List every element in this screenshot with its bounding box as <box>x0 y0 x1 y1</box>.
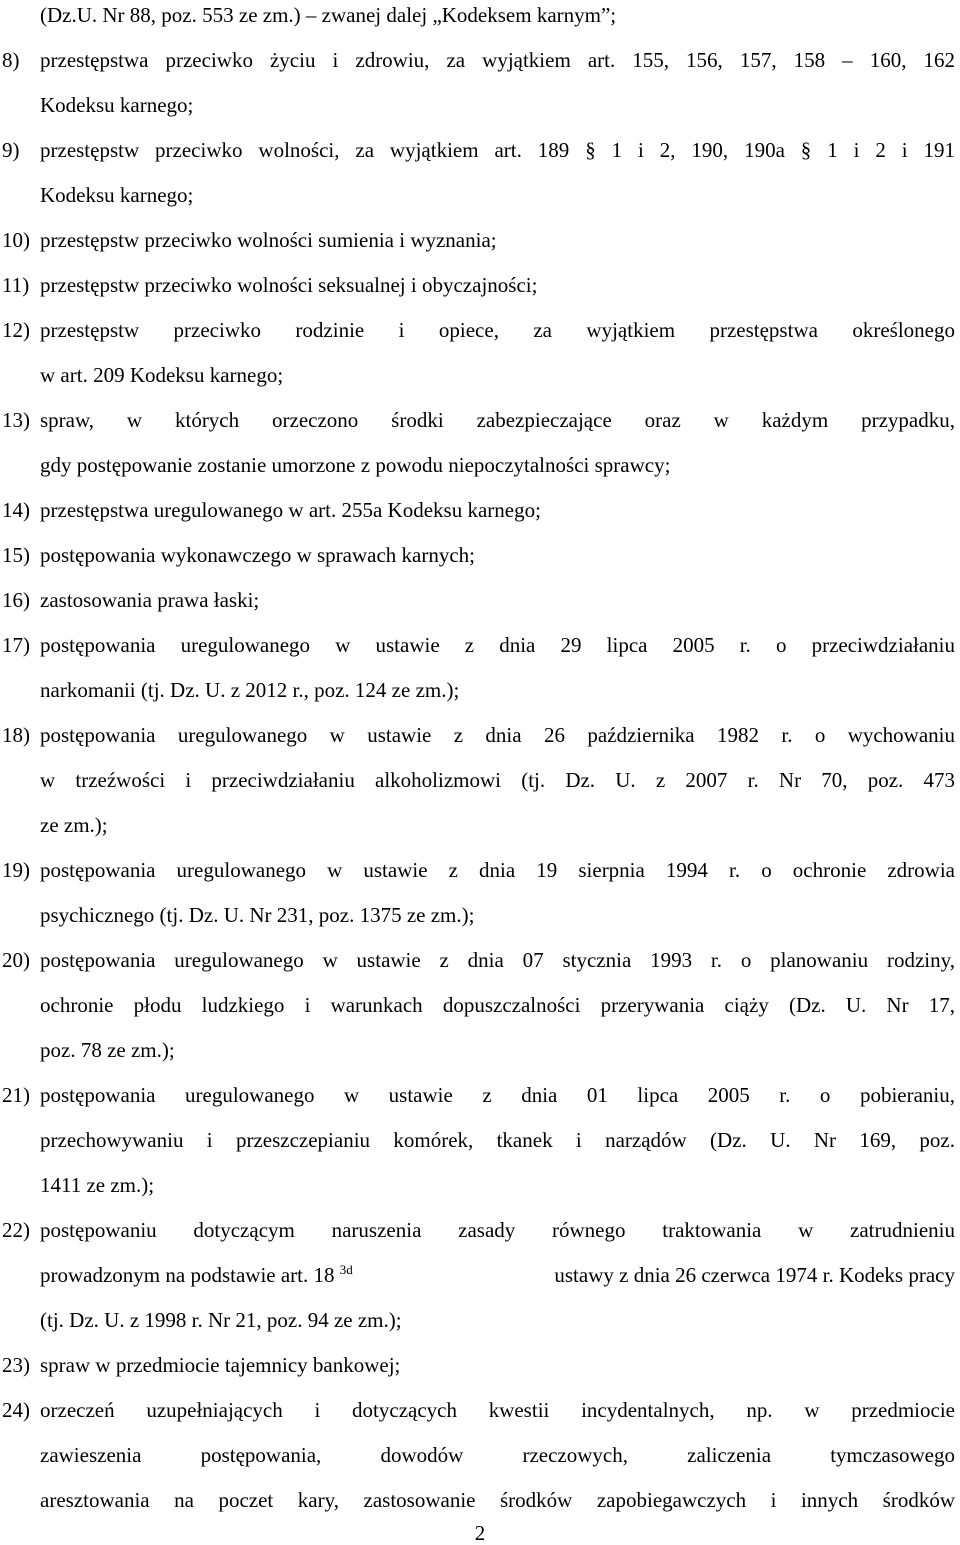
item-number-14: 14) <box>2 498 30 522</box>
item-12-line-2: w art. 209 Kodeksu karnego; <box>40 363 284 387</box>
item-22-line-3: (tj. Dz. U. z 1998 r. Nr 21, poz. 94 ze zm.); <box>40 1308 402 1332</box>
item-18-line-3: ze zm.); <box>40 813 108 837</box>
item-20-line-3: poz. 78 ze zm.); <box>40 1038 175 1062</box>
item-23-line-1: spraw w przedmiocie tajemnicy bankowej; <box>40 1353 401 1377</box>
item-9-line-2: Kodeksu karnego; <box>40 183 194 207</box>
item-8-line-2: Kodeksu karnego; <box>40 93 194 117</box>
item-13-line-1: spraw, w których orzeczono środki zabezpieczające oraz w każdym przypadku, <box>40 408 955 432</box>
item-22-line-2-part-1 <box>40 1262 353 1288</box>
item-16-line-1: zastosowania prawa łaski; <box>40 588 260 612</box>
item-number-20: 20) <box>2 948 30 972</box>
article-superscript: 3d <box>339 1262 353 1277</box>
item-22-line-2-part-2: ustawy z dnia 26 czerwca 1974 r. Kodeks pracy <box>554 1263 955 1287</box>
item-number-13: 13) <box>2 408 30 432</box>
item-8-line-1: przestępstwa przeciwko życiu i zdrowiu, za wyjątkiem art. 155, 156, 157, 158 – 160, 162 <box>40 48 955 72</box>
item-number-19: 19) <box>2 858 30 882</box>
item-21-line-3: 1411 ze zm.); <box>40 1173 155 1197</box>
item-number-8: 8) <box>2 48 20 72</box>
item-10-line-1: przestępstw przeciwko wolności sumienia i wyznania; <box>40 228 497 252</box>
item-19-line-1: postępowania uregulowanego w ustawie z dnia 19 sierpnia 1994 r. o ochronie zdrowia <box>40 858 955 882</box>
item-number-9: 9) <box>2 138 20 162</box>
item-22-line-2 <box>40 1262 955 1288</box>
item-number-12: 12) <box>2 318 30 342</box>
item-22-line-1: postępowaniu dotyczącym naruszenia zasady równego traktowania w zatrudnieniu <box>40 1218 955 1242</box>
item-number-18: 18) <box>2 723 30 747</box>
item-18-line-2: w trzeźwości i przeciwdziałaniu alkoholizmowi (tj. Dz. U. z 2007 r. Nr 70, poz. 473 <box>40 768 955 792</box>
item-20-line-1: postępowania uregulowanego w ustawie z dnia 07 stycznia 1993 r. o planowaniu rodziny, <box>40 948 955 972</box>
item-18-line-1: postępowania uregulowanego w ustawie z dnia 26 października 1982 r. o wychowaniu <box>40 723 955 747</box>
item-15-line-1: postępowania wykonawczego w sprawach karnych; <box>40 543 476 567</box>
item-21-line-1: postępowania uregulowanego w ustawie z dnia 01 lipca 2005 r. o pobieraniu, <box>40 1083 955 1107</box>
header-continuation-line: (Dz.U. Nr 88, poz. 553 ze zm.) – zwanej dalej „Kodeksem karnym”; <box>40 3 617 27</box>
item-13-line-2: gdy postępowanie zostanie umorzone z powodu niepoczytalności sprawcy; <box>40 453 671 477</box>
item-12-line-1: przestępstw przeciwko rodzinie i opiece, za wyjątkiem przestępstwa określonego <box>40 318 955 342</box>
item-17-line-2: narkomanii (tj. Dz. U. z 2012 r., poz. 124 ze zm.); <box>40 678 460 702</box>
item-number-23: 23) <box>2 1353 30 1377</box>
item-24-line-2: zawieszenia postępowania, dowodów rzeczowych, zaliczenia tymczasowego <box>40 1443 955 1467</box>
item-number-10: 10) <box>2 228 30 252</box>
item-24-line-3: aresztowania na poczet kary, zastosowanie środków zapobiegawczych i innych środków <box>40 1488 955 1512</box>
item-number-21: 21) <box>2 1083 30 1107</box>
item-19-line-2: psychicznego (tj. Dz. U. Nr 231, poz. 1375 ze zm.); <box>40 903 475 927</box>
item-number-17: 17) <box>2 633 30 657</box>
item-number-24: 24) <box>2 1398 30 1422</box>
item-11-line-1: przestępstw przeciwko wolności seksualnej i obyczajności; <box>40 273 538 297</box>
item-21-line-2: przechowywaniu i przeszczepianiu komórek, tkanek i narządów (Dz. U. Nr 169, poz. <box>40 1128 955 1152</box>
item-22-line-2-lead: prowadzonym na podstawie art. 18 <box>40 1263 335 1287</box>
item-number-16: 16) <box>2 588 30 612</box>
item-number-11: 11) <box>2 273 30 297</box>
item-number-22: 22) <box>2 1218 30 1242</box>
item-20-line-2: ochronie płodu ludzkiego i warunkach dopuszczalności przerywania ciąży (Dz. U. Nr 17, <box>40 993 955 1017</box>
item-14-line-1: przestępstwa uregulowanego w art. 255a Kodeksu karnego; <box>40 498 541 522</box>
page-number: 2 <box>474 1521 486 1545</box>
item-number-15: 15) <box>2 543 30 567</box>
item-24-line-1: orzeczeń uzupełniających i dotyczących kwestii incydentalnych, np. w przedmiocie <box>40 1398 955 1422</box>
item-17-line-1: postępowania uregulowanego w ustawie z dnia 29 lipca 2005 r. o przeciwdziałaniu <box>40 633 955 657</box>
item-9-line-1: przestępstw przeciwko wolności, za wyjątkiem art. 189 § 1 i 2, 190, 190a § 1 i 2 i 191 <box>40 138 955 162</box>
